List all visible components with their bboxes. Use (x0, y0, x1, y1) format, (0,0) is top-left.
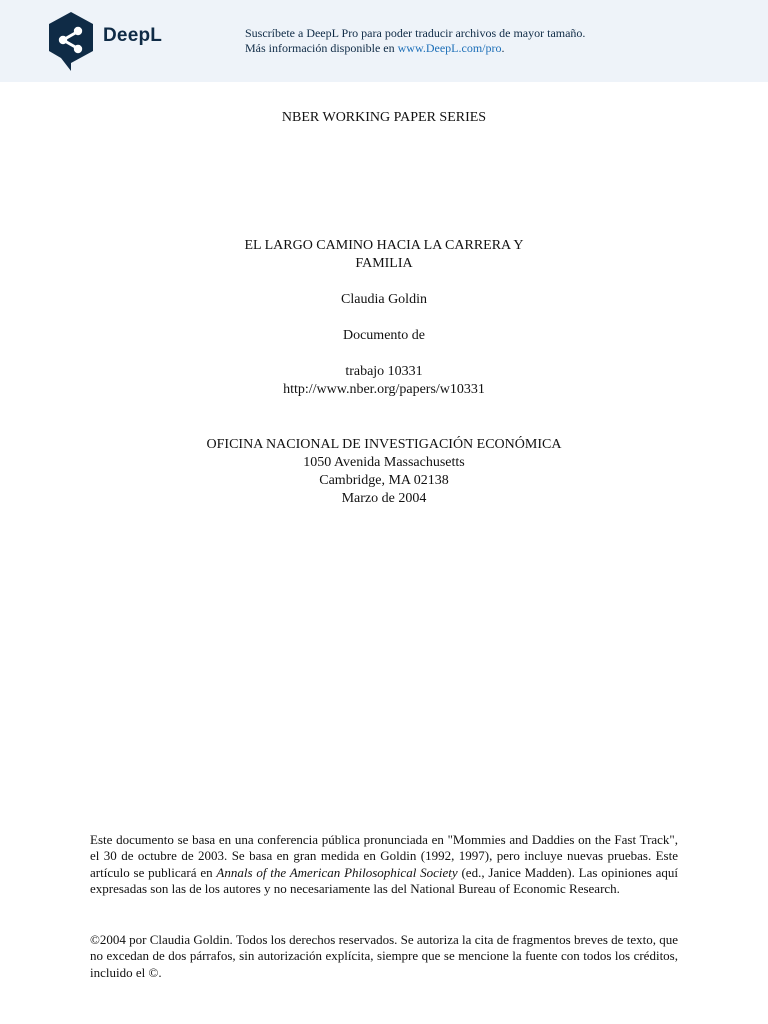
institution-name: OFICINA NACIONAL DE INVESTIGACIÓN ECONÓMICA (206, 437, 562, 452)
document-number (0, 363, 768, 399)
paper-title-line-2: FAMILIA (355, 256, 413, 271)
copyright-paragraph: ©2004 por Claudia Goldin. Todos los derechos reservados. Se autoriza la cita de fragmentos breves de texto, que no excedan de dos párrafos, sin autorización explícita, siempre que se mencione la fuente con todos los créditos, incluido el ©. (90, 932, 678, 980)
deepl-logo-text[interactable]: DeepL (103, 25, 163, 46)
deepl-pro-message (245, 26, 585, 56)
banner-line-2-prefix: Más información disponible en (245, 41, 398, 55)
author-name: Claudia Goldin (341, 292, 427, 307)
deepl-logo-icon[interactable] (46, 10, 96, 72)
working-paper-number: trabajo 10331 (345, 364, 423, 379)
footnote-paragraph-1 (90, 832, 678, 897)
address-line-2: Cambridge, MA 02138 (319, 473, 449, 488)
deepl-banner (0, 0, 768, 82)
paper-url[interactable]: http://www.nber.org/papers/w10331 (283, 382, 485, 397)
series-heading: NBER WORKING PAPER SERIES (281, 110, 487, 125)
publication-date: Marzo de 2004 (341, 491, 427, 506)
address-line-1: 1050 Avenida Massachusetts (303, 455, 465, 470)
journal-title: Annals of the American Philosophical Society (216, 864, 458, 880)
deepl-pro-link[interactable]: www.DeepL.com/pro (397, 41, 502, 55)
paper-title (0, 237, 768, 273)
banner-line-2-suffix: . (501, 41, 505, 55)
banner-line-1: Suscríbete a DeepL Pro para poder traducir archivos de mayor tamaño. (245, 26, 586, 40)
document-label: Documento de (342, 328, 426, 343)
institution-block (0, 436, 768, 508)
banner-line-2 (245, 41, 585, 56)
footnote-1-text-b: (ed., Janice Madden). Las opiniones aquí expresadas son las de los autores y no necesariamente las del National Bureau of Economic Research. (90, 864, 678, 896)
paper-title-line-1: EL LARGO CAMINO HACIA LA CARRERA Y (244, 238, 524, 253)
footnote-1-text-a: Este documento se basa en una conferencia pública pronunciada en "Mommies and Daddies on the Fast Track", el 30 de octubre de 2003. Se basa en gran medida en Goldin (1992, 1997), pero incluye nuevas pruebas. Este artículo se publicará en (90, 832, 678, 880)
